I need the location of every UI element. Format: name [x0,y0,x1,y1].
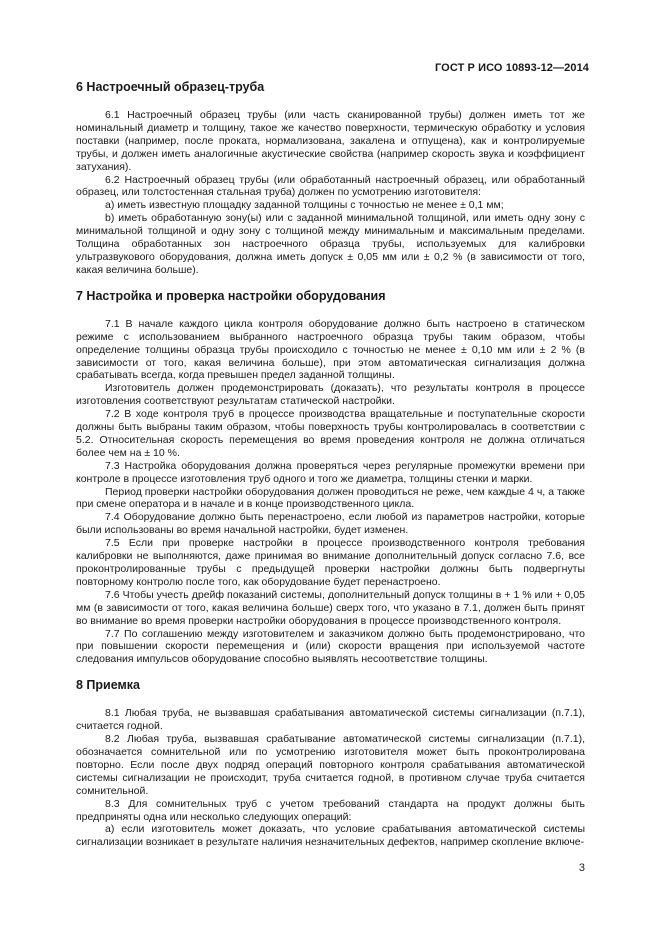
paragraph: Изготовитель должен продемонстрировать (доказать), что результаты контроля в процессе изготовления соответствуют результатам статической настройки. [76,382,585,408]
paragraph: 8.1 Любая труба, не вызвавшая срабатывания автоматической системы сигнализации (п.7.1), считается годной. [76,707,585,733]
document-code: ГОСТ Р ИСО 10893-12—2014 [434,62,589,74]
paragraph: Период проверки настройки оборудования должен проводиться не реже, чем каждые 4 ч, а также при смене оператора и в начале и в конце производственного цикла. [76,485,585,511]
section-8-title: 8 Приемка [76,678,140,693]
paragraph: 6.1 Настроечный образец трубы (или часть сканированной трубы) должен иметь тот же номинальный диаметр и толщину, такое же качество поверхности, термическую обработку и условия поставки (например, после проката, нормализована, закалена и отпущена), как и контролируемые трубы, и должен иметь аналогичные акустические свойства (например скорость звука и коэффициент затухания). [76,109,585,173]
paragraph: 6.2 Настроечный образец трубы (или обработанный настроечный образец, или обработанный образец, или толстостенная стальная труба) должен по усмотрению изготовителя: [76,173,585,199]
paragraph: 7.5 Если при проверке настройки в процессе производственного контроля требования калибровки не выполняются, даже принимая во внимание дополнительный допуск согласно 7.6, все проконтролированные трубы с предыдущей проверки настройки должны быть подвергнуты повторному контролю после того, как оборудование будет перенастроено. [76,537,585,588]
paragraph: 8.3 Для сомнительных труб с учетом требований стандарта на продукт должны быть предприняты одна или несколько следующих операций: [76,797,585,823]
paragraph: 7.7 По соглашению между изготовителем и заказчиком должно быть продемонстрировано, что при повышении скорости перемещения и (или) скорости вращения при используемой частоте следования импульсов оборудование способно выявлять несоответствие толщины. [76,627,585,666]
paragraph: 7.4 Оборудование должно быть перенастроено, если любой из параметров настройки, которые были использованы во время начальной настройки, будет изменен. [76,511,585,537]
paragraph: 7.3 Настройка оборудования должна проверяться через регулярные промежутки времени при контроле в процессе изготовления труб одного и того же диаметра, толщины стенки и марки. [76,459,585,485]
section-6-title: 6 Настроечный образец-труба [76,80,265,94]
paragraph: b) иметь обработанную зону(ы) или с заданной минимальной толщиной, или иметь одну зону с минимальной толщиной и одну зону с толщиной между минимальным и максимальным пределами. Толщина обработанных зон настроечного образца трубы, используемых для калибровки ультразвукового оборудования, должна иметь допуск ± 0,05 мм или ± 0,2 % (в зависимости от того, какая величина больше). [76,212,585,276]
paragraph: 7.1 В начале каждого цикла контроля оборудование должно быть настроено в статическом режиме с использованием выбранного настроечного образца трубы таким образом, чтобы определение толщины образца трубы происходило с точностью не менее ± 0,10 мм или ± 2 % (в зависимости от того, какая величина больше), при этом автоматическая сигнализация должна срабатывать всегда, когда превышен предел заданной толщины. [76,317,585,382]
paragraph: 8.2 Любая труба, вызвавшая срабатывание автоматической системы сигнализации (п.7.1), обозначается сомнительной или по усмотрению изготовителя может быть проконтролирована повторно. Если после двух подряд операций повторного контроля срабатывания автоматической системы сигнализации не происходит, труба считается годной, в противном случае труба считается сомнительной. [76,733,585,797]
paragraph: 7.2 В ходе контроля труб в процессе производства вращательные и поступательные скорости должны быть выбраны таким образом, чтобы поверхность трубы контролировалась в соответствии с 5.2. Относительная скорость перемещения во время проведения контроля не должна отличаться более чем на ± 10 %. [76,408,585,459]
paragraph: a) иметь известную площадку заданной толщины с точностью не менее ± 0,1 мм; [105,199,504,212]
page-number: 3 [578,862,585,874]
paragraph: 7.6 Чтобы учесть дрейф показаний системы, дополнительный допуск толщины в + 1 % или + 0,05 мм (в зависимости от того, какая величина больше) сверх того, что указано в 7.1, должен быть принят во внимание во время проверки настройки оборудования в процессе производственного контроля. [76,588,585,627]
page-body [76,80,585,849]
paragraph: a) если изготовитель может доказать, что условие срабатывания автоматической системы сигнализации возникает в результате наличия незначительных дефектов, например скопление включе- [76,823,585,849]
section-7-title: 7 Настройка и проверка настройки оборудования [76,288,386,303]
